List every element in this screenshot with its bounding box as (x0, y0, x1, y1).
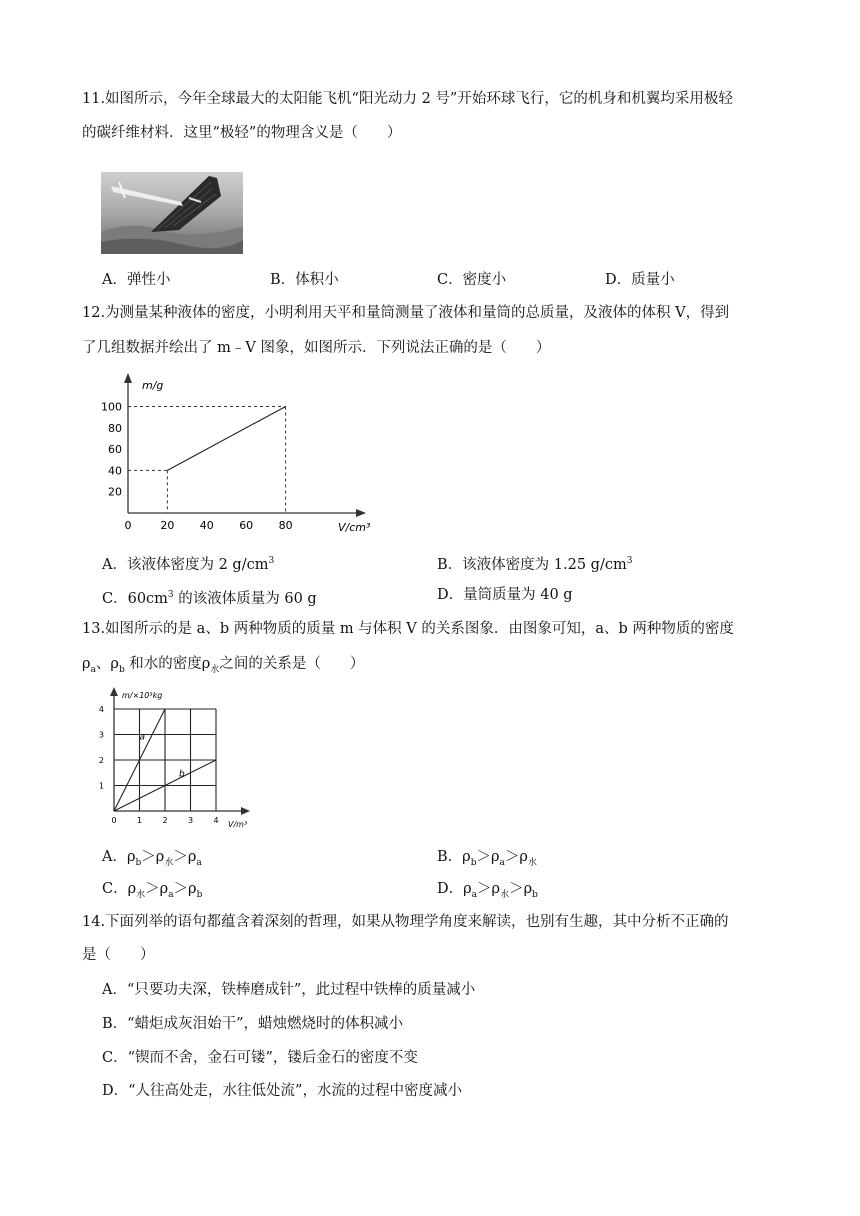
chart1-y-tick-label: 80 (108, 421, 122, 435)
q13-stem-line2: $\rho_a$、$\rho_b$ 和水的密度$\rho_水$之间的关系是（ ） (82, 656, 365, 675)
q12-option-a[interactable]: A．该液体密度为 2 $g/cm^3$ (102, 556, 275, 573)
q14-option-d[interactable]: D．“人往高处走，水往低处流”，水流的过程中密度减小 (102, 1083, 462, 1099)
chart2-y-arrow (110, 687, 118, 696)
chart1-series-line (167, 407, 285, 471)
chart2-x-tick-label: 2 (162, 816, 168, 825)
q11-stem-line2: 的碳纤维材料．这里“极轻”的物理含义是（ ） (82, 125, 402, 141)
chart1-y-label: m/g (142, 379, 164, 392)
chart1-x-tick-label: 80 (278, 519, 293, 532)
chart2-x-tick-label: 0 (111, 816, 117, 825)
q12-option-c[interactable]: C．$60cm^3$ 的该液体质量为 60 g (102, 590, 317, 607)
chart1-x-tick-label: 0 (124, 519, 132, 532)
q12-stem-line1: 12.为测量某种液体的密度，小明利用天平和量筒测量了液体和量筒的总质量，及液体的体积 V，得到 (82, 305, 730, 321)
q11-stem-line1: 11.如图所示，今年全球最大的太阳能飞机“阳光动力 2 号”开始环球飞行，它的机身和机翼均采用极轻 (82, 91, 733, 107)
q13-option-b[interactable]: B．$\rho_b>\rho_a>\rho_水$ (437, 849, 537, 868)
chart1-y-arrow (124, 373, 132, 383)
q14-stem-line1: 14.下面列举的语句都蕴含着深刻的哲理，如果从物理学角度来解读，也别有生趣，其中分析不正确的 (82, 914, 729, 930)
chart2-y-tick-label: 3 (98, 730, 104, 740)
q13-option-a[interactable]: A．$\rho_b>\rho_水>\rho_a$ (102, 849, 202, 868)
q12-option-b[interactable]: B．该液体密度为 1.25 $g/cm^3$ (437, 556, 633, 573)
q11-option-b[interactable]: B．体积小 (270, 272, 339, 288)
chart1-y-tick-label: 40 (108, 464, 122, 478)
q11-option-c[interactable]: C．密度小 (437, 272, 507, 288)
chart1-x-arrow (356, 509, 366, 517)
q13-stem-line1: 13.如图所示的是 a、b 两种物质的质量 m 与体积 V 的关系图象．由图象可知，a、b 两种物质的密度 (82, 621, 734, 637)
chart2-x-tick-label: 3 (187, 816, 194, 825)
chart2-y-tick-label: 4 (98, 705, 104, 714)
chart2-series-label-b: b (179, 769, 185, 780)
chart2-series-label-a: a (139, 732, 146, 743)
chart1-x-tick-label: 60 (239, 519, 254, 532)
chart2-x-tick-label: 4 (213, 816, 219, 825)
mv-chart-1 (92, 368, 392, 538)
q13-option-d[interactable]: D．$\rho_a>\rho_水>\rho_b$ (437, 881, 538, 900)
chart2-y-label: m/×10³kg (122, 691, 163, 700)
q14-option-a[interactable]: A．“只要功夫深，铁棒磨成针”，此过程中铁棒的质量减小 (102, 982, 476, 998)
chart1-y-tick-label: 60 (108, 443, 122, 457)
chart1-x-tick-label: 20 (160, 519, 175, 532)
q14-option-b[interactable]: B．“蜡炬成灰泪始干”，蜡烛燃烧时的体积减小 (102, 1016, 403, 1032)
q13-option-c[interactable]: C．$\rho_水>\rho_a>\rho_b$ (102, 881, 203, 900)
chart2-x-label: V/m³ (228, 820, 248, 829)
chart1-y-tick-label: 100 (101, 400, 122, 414)
q11-option-d[interactable]: D．质量小 (605, 272, 675, 288)
mv-chart-2 (96, 685, 266, 830)
chart2-y-tick-label: 2 (98, 756, 104, 765)
q14-stem-line2: 是（ ） (82, 947, 155, 963)
solar-plane-photo (101, 172, 243, 254)
chart1-x-label: V/cm³ (338, 521, 371, 534)
chart1-y-tick-label: 20 (108, 485, 122, 499)
chart2-y-tick-label: 1 (98, 781, 104, 791)
chart2-x-tick-label: 1 (136, 816, 143, 825)
chart2-x-arrow (241, 807, 250, 815)
chart1-x-tick-label: 40 (199, 519, 214, 532)
q12-stem-line2: 了几组数据并绘出了 m﹣V 图象，如图所示．下列说法正确的是（ ） (82, 340, 551, 356)
q14-option-c[interactable]: C．“锲而不舍，金石可镂”，镂后金石的密度不变 (102, 1050, 418, 1066)
q11-option-a[interactable]: A．弹性小 (102, 272, 171, 288)
q12-option-d[interactable]: D．量筒质量为 40 g (437, 587, 573, 603)
